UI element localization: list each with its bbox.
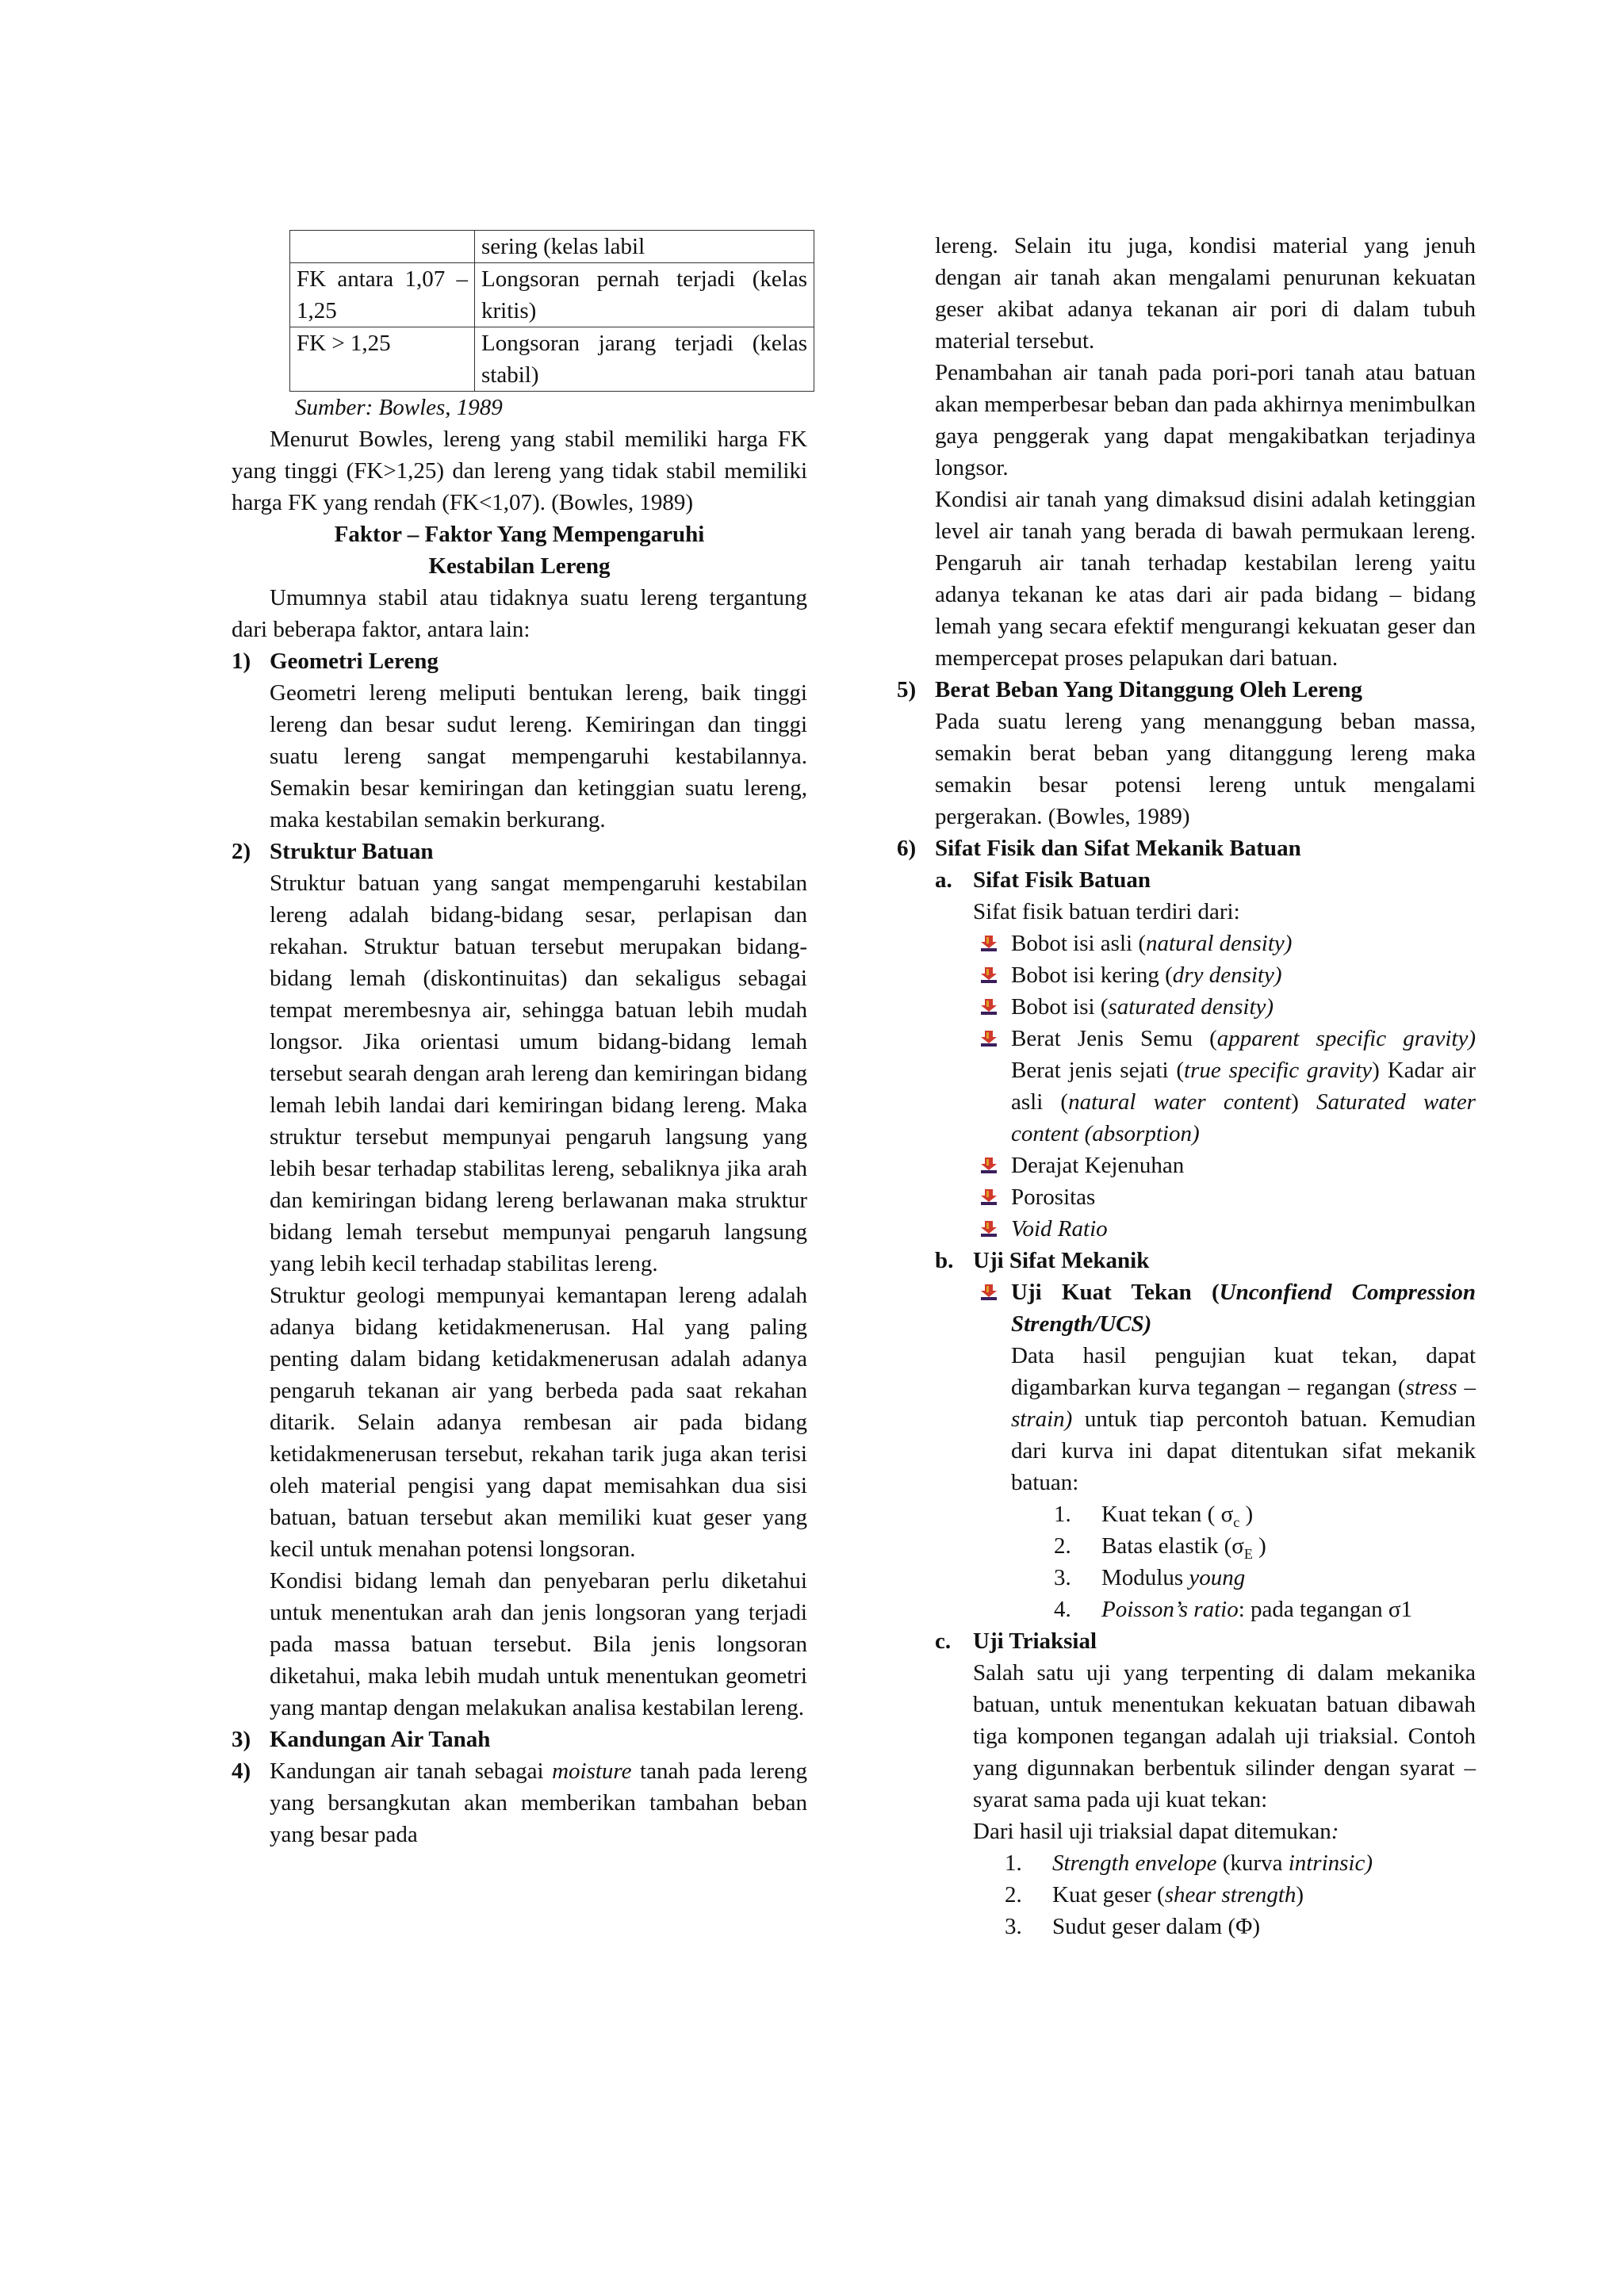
arrow-bullet-icon <box>979 966 998 985</box>
table-source: Sumber: Bowles, 1989 <box>295 395 503 420</box>
groundwater-paragraph-2: Penambahan air tanah pada pori-pori tanah atau batuan akan memperbesar beban dan pada akhirnya menimbulkan gaya penggerak yang dapat mengakibatkan terjadinya longsor. <box>935 360 1476 480</box>
physical-properties-lead: Sifat fisik batuan terdiri dari: <box>973 899 1240 924</box>
triaxial-lead: Dari hasil uji triaksial dapat ditemukan: <box>973 1819 1339 1844</box>
table-row <box>290 231 814 263</box>
table-row <box>290 263 814 327</box>
factor-load-heading: 5) Berat Beban Yang Ditanggung Oleh Lereng <box>897 677 1362 702</box>
mechanical-test-heading: b. Uji Sifat Mekanik <box>935 1248 1150 1273</box>
list-item: 1. Kuat tekan ( $\sigma_c$ ) <box>1054 1502 1254 1530</box>
table-cell <box>290 231 475 263</box>
factor-rock-properties-heading: 6) Sifat Fisik dan Sifat Mekanik Batuan <box>897 836 1301 861</box>
arrow-bullet-icon <box>979 1156 998 1175</box>
factor-geometry-heading: 1) Geometri Lereng <box>232 649 439 674</box>
factor-structure-body-1: Struktur batuan yang sangat mempengaruhi kestabilan lereng adalah bidang-bidang sesar, perlapisan dan rekahan. Struktur batuan tersebut merupakan bidang-bidang lemah (diskontinuitas) dan sekaligus sebagai tempat merembesnya air, sehingga batuan lebih mudah longsor. Jika orientasi umum bidang-bidang lemah tersebut searah dengan arah lereng dan kemiringan bidang lemah lebih landai dari kemiringan bidang lereng. Maka struktur tersebut mempunyai pengaruh langsung yang lebih besar terhadap stabilitas lereng, sebaliknya jika arah dan kemiringan bidang lereng berlawanan maka struktur bidang lemah tersebut mempunyai pengaruh langsung yang lebih kecil terhadap stabilitas lereng. <box>270 871 807 1276</box>
right-column <box>897 230 1476 1942</box>
factor-groundwater-body: 4) Kandungan air tanah sebagai moisture tanah pada lereng yang bersangkutan akan memberikan tambahan beban yang besar pada <box>232 1758 808 1847</box>
factor-structure-body-3: Kondisi bidang lemah dan penyebaran perlu diketahui untuk menentukan arah dan jenis longsoran yang terjadi pada massa batuan tersebut. Bila jenis longsoran diketahui, maka lebih mudah untuk menentukan geometri yang mantap dengan melakukan analisa kestabilan lereng. <box>270 1568 807 1720</box>
list-item: 1. Strength envelope (kurva intrinsic) <box>1005 1850 1373 1876</box>
groundwater-paragraph-3: Kondisi air tanah yang dimaksud disini adalah ketinggian level air tanah yang berada di bawah permukaan lereng. Pengaruh air tanah terhadap kestabilan lereng yaitu adanya tekanan ke atas dari air pada bidang – bidang lemah yang secara efektif mengurangi kekuatan geser dan mempercepat proses pelapukan dari batuan. <box>935 487 1476 671</box>
groundwater-continued: lereng. Selain itu juga, kondisi material yang jenuh dengan air tanah akan mengalami penurunan kekuatan geser akibat adanya tekanan air pori di dalam tubuh material tersebut. <box>935 233 1476 354</box>
list-item: Bobot isi kering (dry density) <box>973 959 1476 991</box>
table-cell: Longsoran pernah terjadi (kelas kritis) <box>475 263 814 327</box>
list-item: 2. Batas elastik ($\sigma_E$ ) <box>1054 1533 1266 1562</box>
table-row <box>290 327 814 392</box>
list-item: 3. Modulus young <box>1054 1565 1246 1590</box>
list-item: 2. Kuat geser (shear strength) <box>1005 1882 1304 1908</box>
arrow-bullet-icon <box>979 934 998 953</box>
physical-properties-heading: a. Sifat Fisik Batuan <box>935 867 1151 893</box>
table-cell: FK > 1,25 <box>290 327 475 392</box>
list-item: Uji Kuat Tekan (Unconfiend Compression Strength/UCS) <box>973 1276 1476 1340</box>
list-item: Derajat Kejenuhan <box>973 1150 1476 1181</box>
factor-structure-heading: 2) Struktur Batuan <box>232 839 434 864</box>
list-item: 3. Sudut geser dalam (Φ) <box>1005 1914 1260 1939</box>
list-item: 4. Poisson’s ratio: pada tegangan σ1 <box>1054 1597 1413 1622</box>
triaxial-test-heading: c. Uji Triaksial <box>935 1628 1097 1654</box>
section-heading: Faktor – Faktor Yang Mempengaruhi Kestabilan Lereng <box>334 522 705 579</box>
table-cell: sering (kelas labil <box>475 231 814 263</box>
lead-paragraph: Umumnya stabil atau tidaknya suatu lereng tergantung dari beberapa faktor, antara lain: <box>232 585 807 642</box>
arrow-bullet-icon <box>979 997 998 1016</box>
left-column <box>232 230 807 1850</box>
list-item: Bobot isi (saturated density) <box>973 991 1476 1023</box>
fk-classification-table <box>289 230 814 392</box>
list-item: Bobot isi asli (natural density) <box>973 928 1476 959</box>
arrow-bullet-icon <box>979 1029 998 1048</box>
table-cell: FK antara 1,07 – 1,25 <box>290 263 475 327</box>
intro-paragraph: Menurut Bowles, lereng yang stabil memiliki harga FK yang tinggi (FK>1,25) dan lereng yang tidak stabil memiliki harga FK yang rendah (FK<1,07). (Bowles, 1989) <box>232 427 807 515</box>
factor-geometry-body: Geometri lereng meliputi bentukan lereng, baik tinggi lereng dan besar sudut lereng. Kemiringan dan tinggi suatu lereng sangat mempengaruhi kestabilannya. Semakin besar kemiringan dan ketinggian suatu lereng, maka kestabilan semakin berkurang. <box>270 680 807 832</box>
list-item: Porositas <box>973 1181 1476 1213</box>
triaxial-description: Salah satu uji yang terpenting di dalam mekanika batuan, untuk menentukan kekuatan batuan dibawah tiga komponen tegangan adalah uji triaksial. Contoh yang digunnakan berbentuk silinder dengan syarat – syarat sama pada uji kuat tekan: <box>973 1660 1476 1812</box>
factor-structure-body-2: Struktur geologi mempunyai kemantapan lereng adalah adanya bidang ketidakmenerusan. Hal yang paling penting dalam bidang ketidakmenerusan adalah adanya pengaruh tekanan air yang berbeda pada saat rekahan ditarik. Selain adanya rembesan air pada bidang ketidakmenerusan tersebut, rekahan tarik juga akan terisi oleh material pengisi yang dapat memisahkan dua sisi batuan, batuan tersebut akan memiliki kuat geser yang kecil untuk menahan potensi longsoran. <box>270 1283 807 1562</box>
arrow-bullet-icon <box>979 1219 998 1238</box>
factor-load-body: Pada suatu lereng yang menanggung beban massa, semakin berat beban yang ditanggung lereng maka semakin besar potensi lereng untuk mengalami pergerakan. (Bowles, 1989) <box>935 709 1476 829</box>
list-item: Void Ratio <box>973 1213 1476 1245</box>
arrow-bullet-icon <box>979 1188 998 1207</box>
arrow-bullet-icon <box>979 1283 998 1302</box>
factor-groundwater-heading: 3) Kandungan Air Tanah <box>232 1727 491 1752</box>
ucs-description: Data hasil pengujian kuat tekan, dapat digambarkan kurva tegangan – regangan (stress – strain) untuk tiap percontoh batuan. Kemudian dari kurva ini dapat ditentukan sifat mekanik batuan: <box>1011 1343 1476 1495</box>
table-cell: Longsoran jarang terjadi (kelas stabil) <box>475 327 814 392</box>
list-item: Berat Jenis Semu (apparent specific gravity) Berat jenis sejati (true specific gravity) Kadar air asli (natural water content) Saturated water content (absorption) <box>973 1023 1476 1150</box>
